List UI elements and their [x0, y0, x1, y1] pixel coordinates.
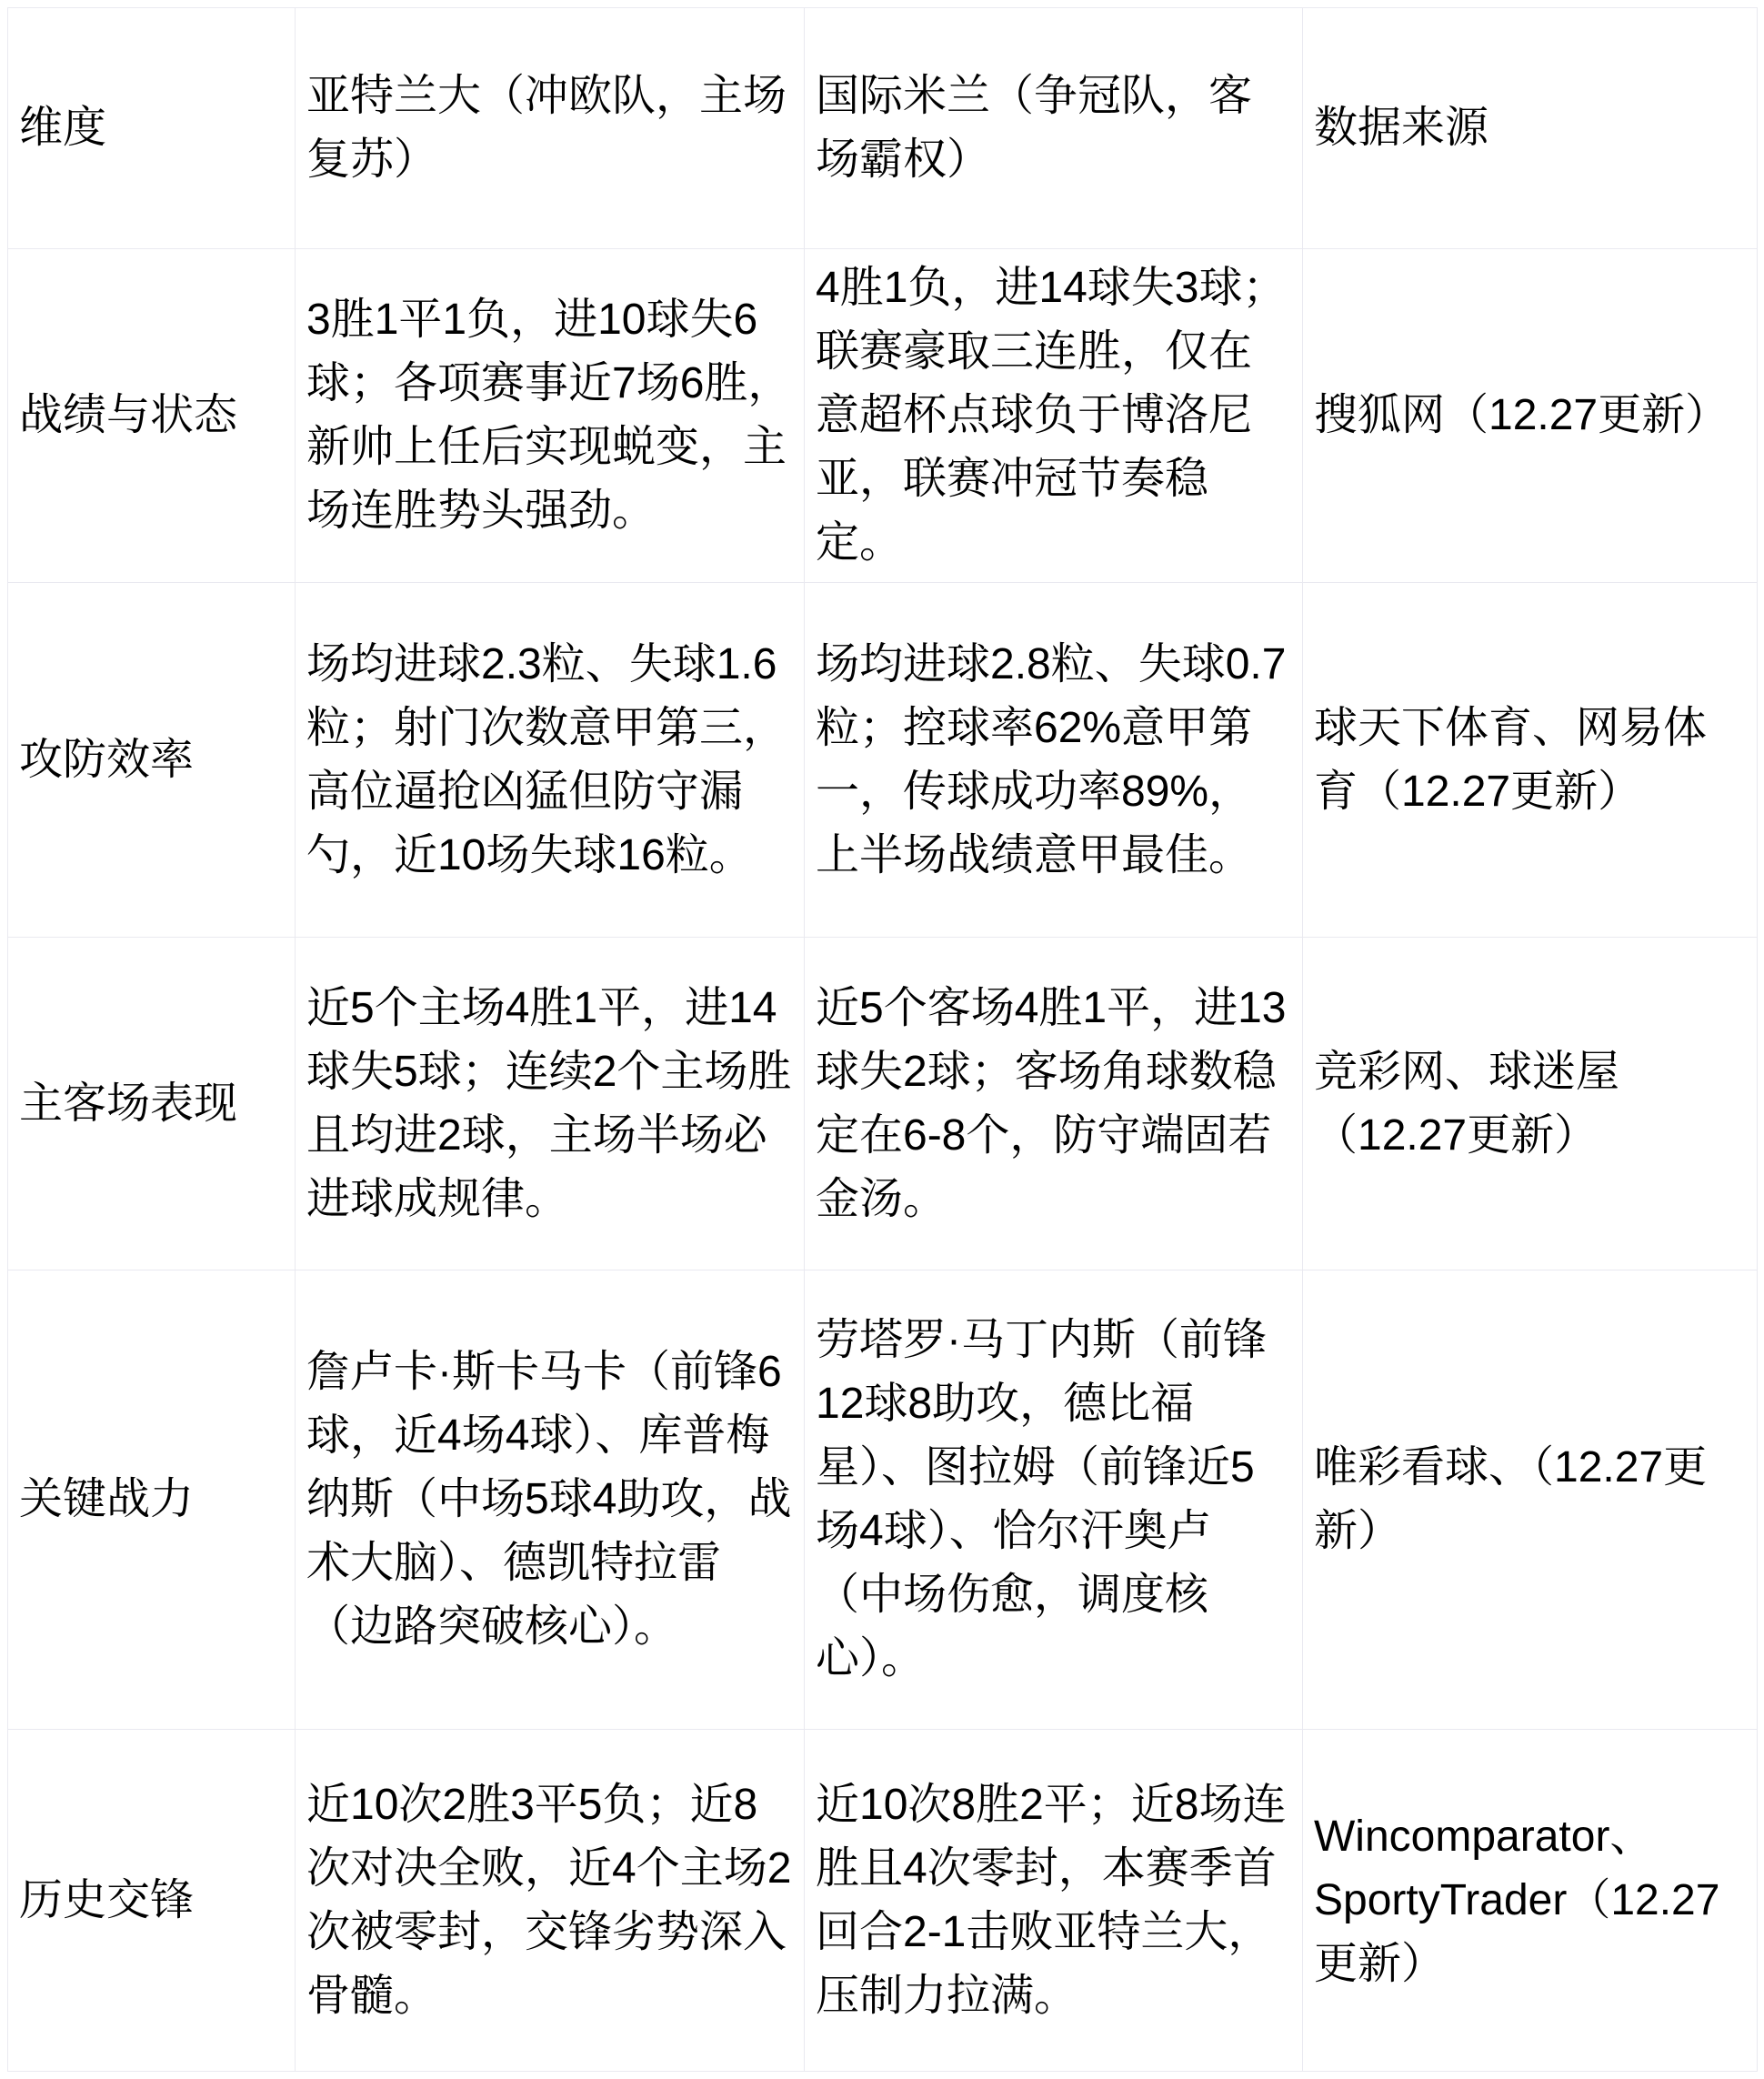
- source-cell: 竞彩网、球迷屋（12.27更新）: [1303, 938, 1758, 1270]
- header-cell-atalanta: 亚特兰大（冲欧队，主场复苏）: [296, 8, 805, 249]
- inter-cell: 近10次8胜2平；近8场连胜且4次零封，本赛季首回合2-1击败亚特兰大，压制力拉满。: [805, 1730, 1303, 2072]
- source-cell: 搜狐网（12.27更新）: [1303, 249, 1758, 583]
- table-row-key-players: [8, 1270, 1758, 1730]
- atalanta-cell: 近5个主场4胜1平，进14球失5球；连续2个主场胜且均进2球，主场半场必进球成规律。: [296, 938, 805, 1270]
- atalanta-cell: 场均进球2.3粒、失球1.6粒；射门次数意甲第三，高位逼抢凶猛但防守漏勺，近10场失球16粒。: [296, 583, 805, 938]
- inter-cell: 近5个客场4胜1平，进13球失2球；客场角球数稳定在6-8个，防守端固若金汤。: [805, 938, 1303, 1270]
- table-row-head-to-head: [8, 1730, 1758, 2072]
- dimension-label: 关键战力: [8, 1270, 296, 1730]
- inter-cell: 劳塔罗·马丁内斯（前锋12球8助攻，德比福星）、图拉姆（前锋近5场4球）、恰尔汗奥卢（中场伤愈，调度核心）。: [805, 1270, 1303, 1730]
- inter-cell: 4胜1负，进14球失3球；联赛豪取三连胜，仅在意超杯点球负于博洛尼亚，联赛冲冠节奏稳定。: [805, 249, 1303, 583]
- dimension-label: 主客场表现: [8, 938, 296, 1270]
- table-row-record: [8, 249, 1758, 583]
- atalanta-cell: 近10次2胜3平5负；近8次对决全败，近4个主场2次被零封，交锋劣势深入骨髓。: [296, 1730, 805, 2072]
- dimension-label: 攻防效率: [8, 583, 296, 938]
- source-cell: 唯彩看球、（12.27更新）: [1303, 1270, 1758, 1730]
- header-cell-inter: 国际米兰（争冠队，客场霸权）: [805, 8, 1303, 249]
- source-cell: Wincomparator、SportyTrader（12.27更新）: [1303, 1730, 1758, 2072]
- team-comparison-table: [7, 7, 1758, 2072]
- header-cell-source: 数据来源: [1303, 8, 1758, 249]
- atalanta-cell: 詹卢卡·斯卡马卡（前锋6球，近4场4球）、库普梅纳斯（中场5球4助攻，战术大脑）、德凯特拉雷（边路突破核心）。: [296, 1270, 805, 1730]
- dimension-label: 战绩与状态: [8, 249, 296, 583]
- header-row: [8, 8, 1758, 249]
- dimension-label: 历史交锋: [8, 1730, 296, 2072]
- inter-cell: 场均进球2.8粒、失球0.7粒；控球率62%意甲第一，传球成功率89%，上半场战绩意甲最佳。: [805, 583, 1303, 938]
- table-row-home-away: [8, 938, 1758, 1270]
- source-cell: 球天下体育、网易体育（12.27更新）: [1303, 583, 1758, 938]
- table-row-efficiency: [8, 583, 1758, 938]
- header-cell-dimension: 维度: [8, 8, 296, 249]
- atalanta-cell: 3胜1平1负，进10球失6球；各项赛事近7场6胜，新帅上任后实现蜕变，主场连胜势头强劲。: [296, 249, 805, 583]
